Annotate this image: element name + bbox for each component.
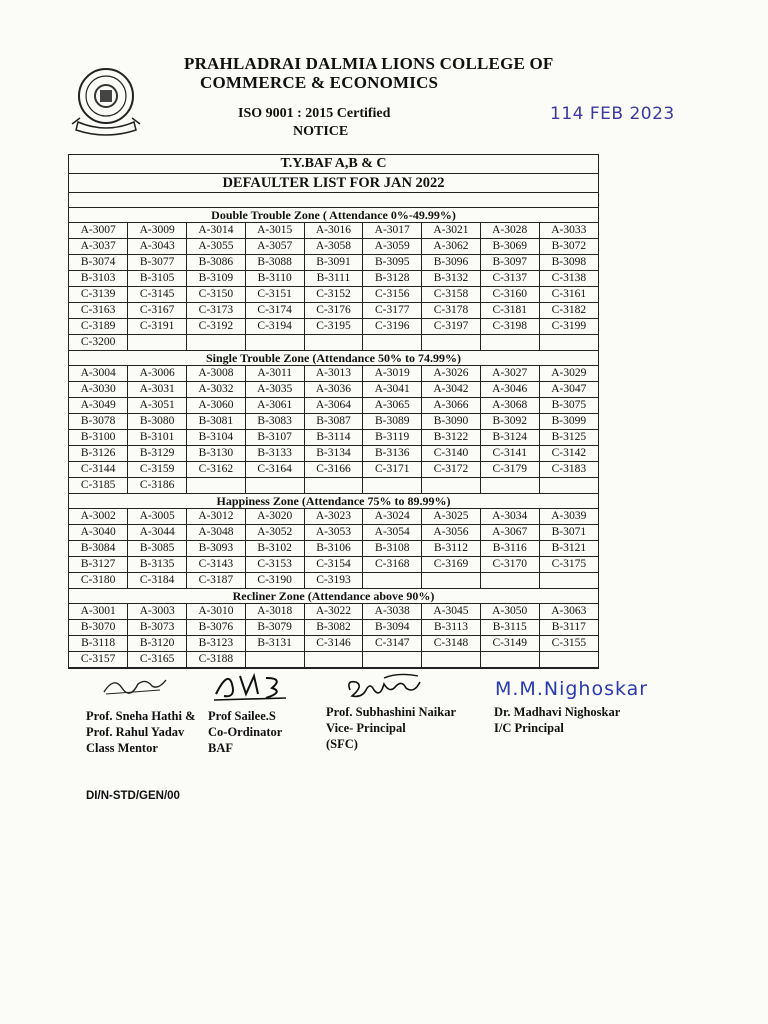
roll-number-cell: A-3018 bbox=[245, 604, 304, 620]
roll-number-cell: B-3110 bbox=[245, 271, 304, 287]
roll-number-cell: A-3048 bbox=[187, 525, 246, 541]
roll-number-cell: C-3191 bbox=[128, 319, 187, 335]
roll-number-cell: B-3120 bbox=[128, 636, 187, 652]
roll-number-cell: C-3185 bbox=[69, 478, 128, 494]
roll-number-cell: C-3155 bbox=[539, 636, 598, 652]
table-row bbox=[69, 287, 598, 303]
roll-number-cell: A-3020 bbox=[245, 509, 304, 525]
roll-number-cell bbox=[480, 652, 539, 668]
roll-number-cell: A-3042 bbox=[422, 382, 481, 398]
roll-number-cell: A-3067 bbox=[480, 525, 539, 541]
roll-number-cell: B-3102 bbox=[245, 541, 304, 557]
roll-number-cell: B-3077 bbox=[128, 255, 187, 271]
roll-number-cell: C-3172 bbox=[422, 462, 481, 478]
zone-title: Single Trouble Zone (Attendance 50% to 74.99%) bbox=[69, 351, 598, 366]
roll-number-cell: B-3123 bbox=[187, 636, 246, 652]
roll-number-cell: B-3090 bbox=[422, 414, 481, 430]
roll-number-cell: B-3115 bbox=[480, 620, 539, 636]
zone-title: Recliner Zone (Attendance above 90%) bbox=[69, 589, 598, 604]
roll-number-cell: B-3079 bbox=[245, 620, 304, 636]
principal-name: Dr. Madhavi Nighoskar I/C Principal bbox=[494, 705, 621, 735]
roll-number-cell: C-3151 bbox=[245, 287, 304, 303]
date-stamp: 114 FEB 2023 bbox=[550, 104, 675, 124]
roll-number-cell: B-3080 bbox=[128, 414, 187, 430]
roll-number-cell: C-3165 bbox=[128, 652, 187, 668]
roll-number-cell: C-3153 bbox=[245, 557, 304, 573]
roll-number-cell: B-3106 bbox=[304, 541, 363, 557]
roll-number-cell: C-3182 bbox=[539, 303, 598, 319]
roll-number-cell: A-3027 bbox=[480, 366, 539, 382]
roll-number-cell: A-3025 bbox=[422, 509, 481, 525]
college-logo bbox=[66, 66, 148, 138]
roll-number-cell: C-3144 bbox=[69, 462, 128, 478]
roll-number-cell bbox=[304, 335, 363, 351]
roll-number-cell: C-3140 bbox=[422, 446, 481, 462]
roll-number-cell bbox=[128, 335, 187, 351]
vice-principal-name: Prof. Subhashini Naikar Vice- Principal (SFC) bbox=[326, 705, 457, 751]
roll-number-cell: A-3004 bbox=[69, 366, 128, 382]
roll-number-cell: C-3143 bbox=[187, 557, 246, 573]
roll-number-cell: A-3034 bbox=[480, 509, 539, 525]
roll-number-cell: B-3097 bbox=[480, 255, 539, 271]
roll-number-cell bbox=[480, 478, 539, 494]
iso-certification: ISO 9001 : 2015 Certified bbox=[238, 106, 391, 121]
roll-number-cell: B-3126 bbox=[69, 446, 128, 462]
roll-number-cell: C-3162 bbox=[187, 462, 246, 478]
roll-number-cell: C-3139 bbox=[69, 287, 128, 303]
roll-number-cell: B-3100 bbox=[69, 430, 128, 446]
roll-number-cell: B-3130 bbox=[187, 446, 246, 462]
roll-number-cell: A-3009 bbox=[128, 223, 187, 239]
roll-number-cell: B-3082 bbox=[304, 620, 363, 636]
roll-number-cell: A-3045 bbox=[422, 604, 481, 620]
roll-number-cell: B-3131 bbox=[245, 636, 304, 652]
roll-number-cell: B-3125 bbox=[539, 430, 598, 446]
zone-grid bbox=[69, 604, 598, 668]
roll-number-cell: B-3073 bbox=[128, 620, 187, 636]
roll-number-cell: C-3195 bbox=[304, 319, 363, 335]
roll-number-cell bbox=[480, 573, 539, 589]
college-name bbox=[184, 54, 554, 92]
roll-number-cell: C-3176 bbox=[304, 303, 363, 319]
roll-number-cell: B-3081 bbox=[187, 414, 246, 430]
roll-number-cell bbox=[422, 478, 481, 494]
roll-number-cell: B-3108 bbox=[363, 541, 422, 557]
roll-number-cell: A-3011 bbox=[245, 366, 304, 382]
roll-number-cell: A-3026 bbox=[422, 366, 481, 382]
roll-number-cell bbox=[539, 652, 598, 668]
table-row bbox=[69, 525, 598, 541]
roll-number-cell: A-3063 bbox=[539, 604, 598, 620]
roll-number-cell: C-3197 bbox=[422, 319, 481, 335]
roll-number-cell: A-3044 bbox=[128, 525, 187, 541]
roll-number-cell bbox=[539, 335, 598, 351]
roll-number-cell: A-3066 bbox=[422, 398, 481, 414]
roll-number-cell: C-3198 bbox=[480, 319, 539, 335]
roll-number-cell: C-3166 bbox=[304, 462, 363, 478]
roll-number-cell: B-3111 bbox=[304, 271, 363, 287]
roll-number-cell: B-3113 bbox=[422, 620, 481, 636]
table-row bbox=[69, 573, 598, 589]
roll-number-cell: B-3095 bbox=[363, 255, 422, 271]
roll-number-cell: A-3021 bbox=[422, 223, 481, 239]
roll-number-cell: B-3129 bbox=[128, 446, 187, 462]
table-row bbox=[69, 604, 598, 620]
roll-number-cell: A-3016 bbox=[304, 223, 363, 239]
roll-number-cell: A-3061 bbox=[245, 398, 304, 414]
table-row bbox=[69, 446, 598, 462]
roll-number-cell: C-3147 bbox=[363, 636, 422, 652]
roll-number-cell: A-3019 bbox=[363, 366, 422, 382]
zone-sections bbox=[69, 208, 598, 668]
roll-number-cell bbox=[187, 335, 246, 351]
roll-number-cell: B-3107 bbox=[245, 430, 304, 446]
roll-number-cell: B-3121 bbox=[539, 541, 598, 557]
roll-number-cell: B-3118 bbox=[69, 636, 128, 652]
roll-number-cell: B-3128 bbox=[363, 271, 422, 287]
roll-number-cell: C-3163 bbox=[69, 303, 128, 319]
roll-number-cell: C-3168 bbox=[363, 557, 422, 573]
zone-grid bbox=[69, 509, 598, 589]
roll-number-cell bbox=[422, 652, 481, 668]
table-row bbox=[69, 509, 598, 525]
roll-number-cell bbox=[363, 652, 422, 668]
roll-number-cell bbox=[363, 478, 422, 494]
notice-heading: NOTICE bbox=[293, 124, 349, 139]
roll-number-cell: C-3200 bbox=[69, 335, 128, 351]
roll-number-cell: A-3030 bbox=[69, 382, 128, 398]
roll-number-cell: C-3177 bbox=[363, 303, 422, 319]
roll-number-cell: B-3117 bbox=[539, 620, 598, 636]
roll-number-cell: C-3169 bbox=[422, 557, 481, 573]
roll-number-cell: A-3013 bbox=[304, 366, 363, 382]
roll-number-cell: A-3050 bbox=[480, 604, 539, 620]
roll-number-cell: A-3068 bbox=[480, 398, 539, 414]
roll-number-cell: C-3146 bbox=[304, 636, 363, 652]
roll-number-cell: C-3179 bbox=[480, 462, 539, 478]
roll-number-cell: B-3076 bbox=[187, 620, 246, 636]
roll-number-cell: C-3196 bbox=[363, 319, 422, 335]
zone-title: Double Trouble Zone ( Attendance 0%-49.99%) bbox=[69, 208, 598, 223]
roll-number-cell: B-3091 bbox=[304, 255, 363, 271]
roll-number-cell bbox=[245, 652, 304, 668]
principal-handwritten-signature: M.M.Nighoskar bbox=[495, 678, 649, 700]
roll-number-cell: A-3065 bbox=[363, 398, 422, 414]
table-row bbox=[69, 239, 598, 255]
roll-number-cell bbox=[304, 652, 363, 668]
roll-number-cell: C-3170 bbox=[480, 557, 539, 573]
roll-number-cell: A-3014 bbox=[187, 223, 246, 239]
college-name-line2: COMMERCE & ECONOMICS bbox=[200, 73, 439, 92]
table-row bbox=[69, 366, 598, 382]
table-row bbox=[69, 398, 598, 414]
roll-number-cell: C-3158 bbox=[422, 287, 481, 303]
roll-number-cell bbox=[245, 335, 304, 351]
roll-number-cell: C-3188 bbox=[187, 652, 246, 668]
roll-number-cell: A-3032 bbox=[187, 382, 246, 398]
roll-number-cell bbox=[245, 478, 304, 494]
roll-number-cell: B-3122 bbox=[422, 430, 481, 446]
roll-number-cell: C-3199 bbox=[539, 319, 598, 335]
roll-number-cell bbox=[480, 335, 539, 351]
roll-number-cell: A-3039 bbox=[539, 509, 598, 525]
class-title: T.Y.BAF A,B & C bbox=[69, 155, 598, 174]
roll-number-cell: B-3101 bbox=[128, 430, 187, 446]
roll-number-cell: B-3135 bbox=[128, 557, 187, 573]
document-reference: DI/N-STD/GEN/00 bbox=[86, 790, 180, 802]
roll-number-cell: B-3103 bbox=[69, 271, 128, 287]
roll-number-cell bbox=[363, 335, 422, 351]
roll-number-cell: C-3161 bbox=[539, 287, 598, 303]
roll-number-cell: B-3089 bbox=[363, 414, 422, 430]
roll-number-cell: A-3035 bbox=[245, 382, 304, 398]
table-row bbox=[69, 557, 598, 573]
defaulter-table bbox=[68, 154, 599, 669]
roll-number-cell: B-3109 bbox=[187, 271, 246, 287]
college-name-line1: PRAHLADRAI DALMIA LIONS COLLEGE OF bbox=[184, 54, 554, 73]
table-row bbox=[69, 271, 598, 287]
zone-title: Happiness Zone (Attendance 75% to 89.99%) bbox=[69, 494, 598, 509]
roll-number-cell: A-3058 bbox=[304, 239, 363, 255]
roll-number-cell bbox=[304, 478, 363, 494]
table-row bbox=[69, 478, 598, 494]
roll-number-cell: A-3038 bbox=[363, 604, 422, 620]
table-row bbox=[69, 223, 598, 239]
roll-number-cell: B-3119 bbox=[363, 430, 422, 446]
roll-number-cell: C-3192 bbox=[187, 319, 246, 335]
zone-grid bbox=[69, 223, 598, 351]
roll-number-cell: B-3092 bbox=[480, 414, 539, 430]
roll-number-cell bbox=[422, 335, 481, 351]
roll-number-cell: A-3049 bbox=[69, 398, 128, 414]
roll-number-cell: A-3017 bbox=[363, 223, 422, 239]
roll-number-cell: B-3071 bbox=[539, 525, 598, 541]
zone-grid bbox=[69, 366, 598, 494]
roll-number-cell: C-3186 bbox=[128, 478, 187, 494]
roll-number-cell bbox=[187, 478, 246, 494]
roll-number-cell: B-3134 bbox=[304, 446, 363, 462]
roll-number-cell: A-3002 bbox=[69, 509, 128, 525]
roll-number-cell: A-3056 bbox=[422, 525, 481, 541]
roll-number-cell: A-3040 bbox=[69, 525, 128, 541]
roll-number-cell: A-3064 bbox=[304, 398, 363, 414]
roll-number-cell: B-3096 bbox=[422, 255, 481, 271]
roll-number-cell: B-3114 bbox=[304, 430, 363, 446]
mentor-signature bbox=[100, 670, 170, 698]
roll-number-cell: A-3046 bbox=[480, 382, 539, 398]
roll-number-cell: C-3164 bbox=[245, 462, 304, 478]
roll-number-cell: A-3006 bbox=[128, 366, 187, 382]
roll-number-cell: C-3173 bbox=[187, 303, 246, 319]
roll-number-cell: C-3152 bbox=[304, 287, 363, 303]
table-row bbox=[69, 319, 598, 335]
roll-number-cell: C-3160 bbox=[480, 287, 539, 303]
roll-number-cell: B-3127 bbox=[69, 557, 128, 573]
roll-number-cell: C-3175 bbox=[539, 557, 598, 573]
table-row bbox=[69, 462, 598, 478]
table-row bbox=[69, 414, 598, 430]
roll-number-cell: B-3088 bbox=[245, 255, 304, 271]
table-row bbox=[69, 382, 598, 398]
roll-number-cell: C-3137 bbox=[480, 271, 539, 287]
roll-number-cell: A-3055 bbox=[187, 239, 246, 255]
roll-number-cell: A-3001 bbox=[69, 604, 128, 620]
coordinator-signature bbox=[210, 668, 290, 702]
roll-number-cell bbox=[422, 573, 481, 589]
roll-number-cell: A-3033 bbox=[539, 223, 598, 239]
roll-number-cell: B-3078 bbox=[69, 414, 128, 430]
table-row bbox=[69, 652, 598, 668]
roll-number-cell: A-3037 bbox=[69, 239, 128, 255]
roll-number-cell: A-3054 bbox=[363, 525, 422, 541]
roll-number-cell: A-3041 bbox=[363, 382, 422, 398]
roll-number-cell: A-3015 bbox=[245, 223, 304, 239]
roll-number-cell: B-3072 bbox=[539, 239, 598, 255]
roll-number-cell: A-3003 bbox=[128, 604, 187, 620]
roll-number-cell: A-3023 bbox=[304, 509, 363, 525]
roll-number-cell: C-3141 bbox=[480, 446, 539, 462]
roll-number-cell: B-3083 bbox=[245, 414, 304, 430]
roll-number-cell: A-3005 bbox=[128, 509, 187, 525]
roll-number-cell bbox=[539, 573, 598, 589]
roll-number-cell: C-3194 bbox=[245, 319, 304, 335]
roll-number-cell: C-3171 bbox=[363, 462, 422, 478]
table-row bbox=[69, 430, 598, 446]
roll-number-cell: A-3022 bbox=[304, 604, 363, 620]
roll-number-cell: C-3181 bbox=[480, 303, 539, 319]
roll-number-cell: A-3036 bbox=[304, 382, 363, 398]
roll-number-cell: C-3142 bbox=[539, 446, 598, 462]
roll-number-cell: B-3105 bbox=[128, 271, 187, 287]
roll-number-cell: C-3178 bbox=[422, 303, 481, 319]
table-row bbox=[69, 636, 598, 652]
roll-number-cell: A-3053 bbox=[304, 525, 363, 541]
roll-number-cell: B-3093 bbox=[187, 541, 246, 557]
roll-number-cell: A-3024 bbox=[363, 509, 422, 525]
roll-number-cell: A-3059 bbox=[363, 239, 422, 255]
vice-principal-signature bbox=[344, 670, 424, 702]
roll-number-cell: B-3069 bbox=[480, 239, 539, 255]
roll-number-cell: A-3043 bbox=[128, 239, 187, 255]
roll-number-cell: A-3060 bbox=[187, 398, 246, 414]
roll-number-cell: A-3010 bbox=[187, 604, 246, 620]
roll-number-cell: C-3184 bbox=[128, 573, 187, 589]
list-title: DEFAULTER LIST FOR JAN 2022 bbox=[69, 174, 598, 193]
roll-number-cell: B-3112 bbox=[422, 541, 481, 557]
roll-number-cell: A-3028 bbox=[480, 223, 539, 239]
roll-number-cell: C-3190 bbox=[245, 573, 304, 589]
roll-number-cell: C-3156 bbox=[363, 287, 422, 303]
roll-number-cell: C-3148 bbox=[422, 636, 481, 652]
roll-number-cell: C-3193 bbox=[304, 573, 363, 589]
roll-number-cell: A-3047 bbox=[539, 382, 598, 398]
roll-number-cell: C-3189 bbox=[69, 319, 128, 335]
roll-number-cell: C-3157 bbox=[69, 652, 128, 668]
roll-number-cell: C-3174 bbox=[245, 303, 304, 319]
table-spacer bbox=[69, 193, 598, 208]
roll-number-cell: C-3154 bbox=[304, 557, 363, 573]
roll-number-cell: B-3094 bbox=[363, 620, 422, 636]
roll-number-cell: B-3116 bbox=[480, 541, 539, 557]
roll-number-cell: C-3150 bbox=[187, 287, 246, 303]
roll-number-cell: B-3075 bbox=[539, 398, 598, 414]
roll-number-cell: B-3084 bbox=[69, 541, 128, 557]
roll-number-cell: B-3074 bbox=[69, 255, 128, 271]
mentor-names: Prof. Sneha Hathi & Prof. Rahul Yadav Class Mentor bbox=[86, 709, 196, 755]
roll-number-cell: B-3085 bbox=[128, 541, 187, 557]
roll-number-cell: B-3133 bbox=[245, 446, 304, 462]
roll-number-cell: C-3149 bbox=[480, 636, 539, 652]
table-row bbox=[69, 541, 598, 557]
roll-number-cell: A-3008 bbox=[187, 366, 246, 382]
roll-number-cell: A-3007 bbox=[69, 223, 128, 239]
table-row bbox=[69, 620, 598, 636]
roll-number-cell: B-3070 bbox=[69, 620, 128, 636]
roll-number-cell: C-3183 bbox=[539, 462, 598, 478]
roll-number-cell: A-3052 bbox=[245, 525, 304, 541]
roll-number-cell: C-3145 bbox=[128, 287, 187, 303]
roll-number-cell: A-3012 bbox=[187, 509, 246, 525]
roll-number-cell: B-3132 bbox=[422, 271, 481, 287]
roll-number-cell: B-3099 bbox=[539, 414, 598, 430]
roll-number-cell: C-3180 bbox=[69, 573, 128, 589]
roll-number-cell bbox=[363, 573, 422, 589]
roll-number-cell: B-3086 bbox=[187, 255, 246, 271]
table-row bbox=[69, 335, 598, 351]
roll-number-cell: A-3051 bbox=[128, 398, 187, 414]
table-row bbox=[69, 303, 598, 319]
roll-number-cell: B-3098 bbox=[539, 255, 598, 271]
roll-number-cell: A-3057 bbox=[245, 239, 304, 255]
roll-number-cell: A-3062 bbox=[422, 239, 481, 255]
roll-number-cell: C-3138 bbox=[539, 271, 598, 287]
roll-number-cell: B-3104 bbox=[187, 430, 246, 446]
roll-number-cell: C-3167 bbox=[128, 303, 187, 319]
coordinator-name: Prof Sailee.S Co-Ordinator BAF bbox=[208, 709, 283, 755]
roll-number-cell: B-3136 bbox=[363, 446, 422, 462]
roll-number-cell: A-3029 bbox=[539, 366, 598, 382]
roll-number-cell: C-3187 bbox=[187, 573, 246, 589]
roll-number-cell: A-3031 bbox=[128, 382, 187, 398]
roll-number-cell bbox=[539, 478, 598, 494]
roll-number-cell: B-3087 bbox=[304, 414, 363, 430]
roll-number-cell: B-3124 bbox=[480, 430, 539, 446]
roll-number-cell: C-3159 bbox=[128, 462, 187, 478]
table-row bbox=[69, 255, 598, 271]
